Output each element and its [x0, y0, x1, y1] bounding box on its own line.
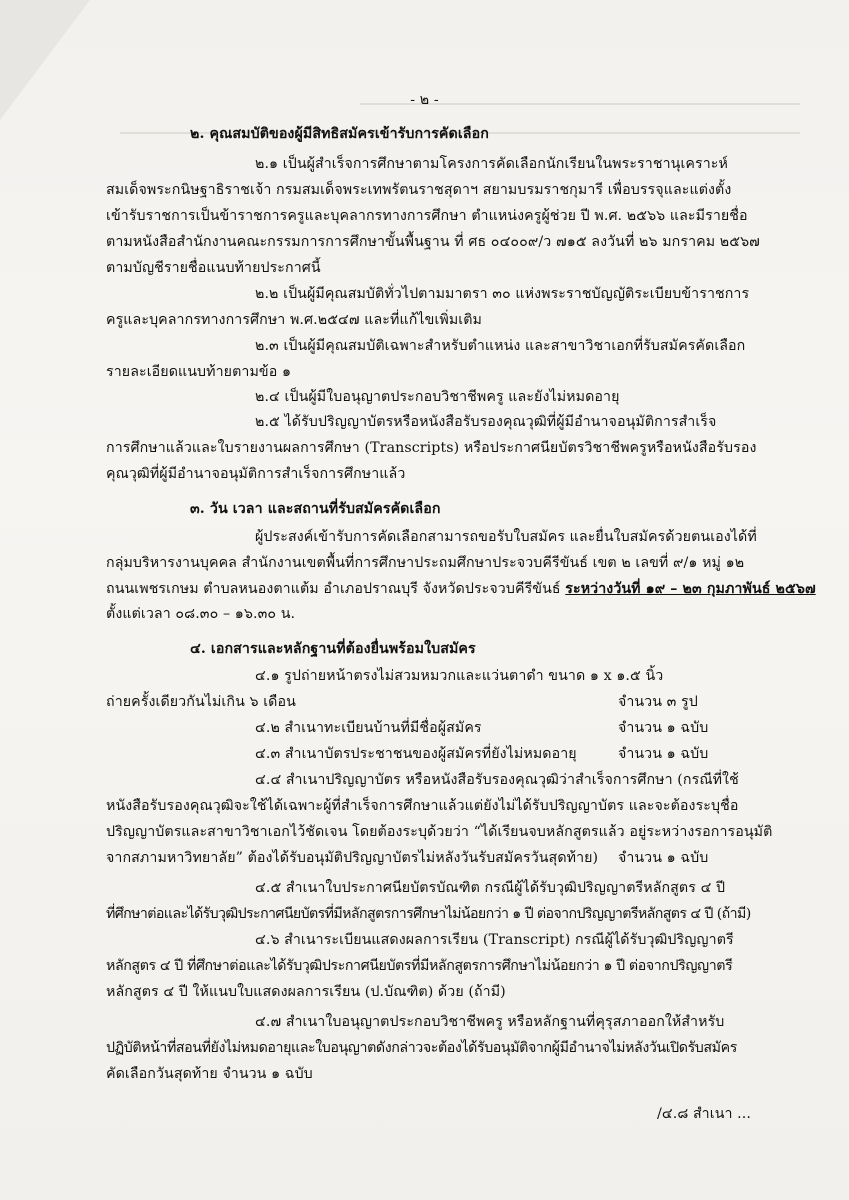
section-3-address: ถนนเพชรเกษม ตำบลหนองตาแต้ม อำเภอปราณบุรี จังหวัดประจวบคีรีขันธ์	[106, 581, 566, 597]
para-2-5-line: คุณวุฒิที่ผู้มีอำนาจอนุมัติการสำเร็จการศึกษาแล้ว	[106, 466, 406, 482]
item-4-5-line: ๔.๕ สำเนาใบประกาศนียบัตรบัณฑิต กรณีผู้ได้รับวุฒิปริญญาตรีหลักสูตร ๔ ปี	[255, 880, 726, 896]
item-4-2-amount: จำนวน ๑ ฉบับ	[618, 720, 709, 736]
section-3-line	[106, 577, 816, 601]
para-2-5-line: ๒.๕ ได้รับปริญญาบัตรหรือหนังสือรับรองคุณวุฒิที่ผู้มีอำนาจอนุมัติการสำเร็จ	[255, 414, 717, 430]
item-4-2: ๔.๒ สำเนาทะเบียนบ้านที่มีชื่อผู้สมัคร	[255, 720, 482, 736]
section-3-line: ผู้ประสงค์เข้ารับการคัดเลือกสามารถขอรับใบสมัคร และยื่นใบสมัครด้วยตนเองได้ที่	[255, 529, 757, 545]
para-2-1-line: สมเด็จพระกนิษฐาธิราชเจ้า กรมสมเด็จพระเทพรัตนราชสุดาฯ สยามบรมราชกุมารี เพื่อบรรจุและแต่งตั้ง	[106, 182, 732, 198]
section-3-time: ตั้งแต่เวลา ๐๘.๓๐ – ๑๖.๓๐ น.	[106, 606, 296, 622]
page-number: - ๒ -	[410, 92, 439, 108]
item-4-7-line: คัดเลือกวันสุดท้าย จำนวน ๑ ฉบับ	[106, 1066, 313, 1082]
para-2-1-line: ๒.๑ เป็นผู้สำเร็จการศึกษาตามโครงการคัดเลือกนักเรียนในพระราชานุเคราะห์	[255, 156, 728, 172]
section-4-heading: ๔. เอกสารและหลักฐานที่ต้องยื่นพร้อมใบสมัคร	[190, 641, 476, 657]
section-3-heading: ๓. วัน เวลา และสถานที่รับสมัครคัดเลือก	[190, 501, 441, 517]
section-2-heading: ๒. คุณสมบัติของผู้มีสิทธิสมัครเข้ารับการคัดเลือก	[190, 126, 489, 142]
para-2-1-line: ตามบัญชีรายชื่อแนบท้ายประกาศนี้	[106, 260, 321, 276]
para-2-3-line: รายละเอียดแนบท้ายตามข้อ ๑	[106, 364, 292, 380]
para-2-4: ๒.๔ เป็นผู้มีใบอนุญาตประกอบวิชาชีพครู และยังไม่หมดอายุ	[255, 389, 620, 405]
item-4-1-line: ๔.๑ รูปถ่ายหน้าตรงไม่สวมหมวกและแว่นตาดำ ขนาด ๑ x ๑.๕ นิ้ว	[255, 668, 664, 684]
application-dates: ระหว่างวันที่ ๑๙ – ๒๓ กุมภาพันธ์ ๒๕๖๗	[565, 581, 816, 597]
para-2-1-line: เข้ารับราชการเป็นข้าราชการครูและบุคลากรทางการศึกษา ตำแหน่งครูผู้ช่วย ปี พ.ศ. ๒๕๖๖ และมีรายชื่อ	[106, 208, 748, 224]
item-4-1-amount: จำนวน ๓ รูป	[618, 694, 698, 710]
para-2-2-line: ๒.๒ เป็นผู้มีคุณสมบัติทั่วไปตามมาตรา ๓๐ แห่งพระราชบัญญัติระเบียบข้าราชการ	[255, 286, 750, 302]
para-2-2-line: ครูและบุคลากรทางการศึกษา พ.ศ.๒๕๔๗ และที่แก้ไขเพิ่มเติม	[106, 312, 483, 328]
item-4-5-line: ที่ศึกษาต่อและได้รับวุฒิประกาศนียบัตรที่มีหลักสูตรการศึกษาไม่น้อยกว่า ๑ ปี ต่อจากปริญญาตรีหลักสูตร ๔ ปี (ถ้ามี)	[106, 906, 751, 922]
item-4-4-line: ปริญญาบัตรและสาขาวิชาเอกไว้ชัดเจน โดยต้องระบุด้วยว่า “ได้เรียนจบหลักสูตรแล้ว อยู่ระหว่างรอการอนุมัติ	[106, 824, 773, 840]
item-4-4-line: ๔.๔ สำเนาปริญญาบัตร หรือหนังสือรับรองคุณวุฒิว่าสำเร็จการศึกษา (กรณีที่ใช้	[255, 772, 739, 788]
item-4-6-line: หลักสูตร ๔ ปี ให้แนบใบแสดงผลการเรียน (ป.บัณฑิต) ด้วย (ถ้ามี)	[106, 984, 506, 1000]
section-3-line: กลุ่มบริหารงานบุคคล สำนักงานเขตพื้นที่การศึกษาประถมศึกษาประจวบคีรีขันธ์ เขต ๒ เลขที่ ๙/๑ หมู่ ๑๒	[106, 555, 745, 571]
item-4-7-line: ๔.๗ สำเนาใบอนุญาตประกอบวิชาชีพครู หรือหลักฐานที่คุรุสภาออกให้สำหรับ	[255, 1014, 725, 1030]
continuation-footer: /๔.๘ สำเนา ...	[657, 1106, 751, 1122]
item-4-3: ๔.๓ สำเนาบัตรประชาชนของผู้สมัครที่ยังไม่หมดอายุ	[255, 746, 577, 762]
para-2-5-line: การศึกษาแล้วและใบรายงานผลการศึกษา (Transcripts) หรือประกาศนียบัตรวิชาชีพครูหรือหนังสือรับรอง	[106, 440, 757, 456]
item-4-7-line: ปฏิบัติหน้าที่สอนที่ยังไม่หมดอายุและใบอนุญาตดังกล่าวจะต้องได้รับอนุมัติจากผู้มีอำนาจไม่หลังวันเปิดรับสมัคร	[106, 1040, 737, 1056]
item-4-1-line: ถ่ายครั้งเดียวกันไม่เกิน ๖ เดือน	[106, 694, 296, 710]
item-4-4-line: จากสภามหาวิทยาลัย” ต้องได้รับอนุมัติปริญญาบัตรไม่หลังวันรับสมัครวันสุดท้าย)	[106, 850, 599, 866]
item-4-3-amount: จำนวน ๑ ฉบับ	[618, 746, 709, 762]
para-2-1-line: ตามหนังสือสำนักงานคณะกรรมการการศึกษาขั้นพื้นฐาน ที่ ศธ ๐๔๐๐๙/ว ๗๑๕ ลงวันที่ ๒๖ มกราคม ๒๕๖๗	[106, 234, 760, 250]
item-4-6-line: หลักสูตร ๔ ปี ที่ศึกษาต่อและได้รับวุฒิประกาศนียบัตรที่มีหลักสูตรการศึกษาไม่น้อยกว่า ๑ ปี ต่อจากปริญญาตรี	[106, 958, 733, 974]
item-4-4-line: หนังสือรับรองคุณวุฒิจะใช้ได้เฉพาะผู้ที่สำเร็จการศึกษาแล้วแต่ยังไม่ได้รับปริญญาบัตร และจะต้องระบุชื่อ	[106, 798, 739, 814]
item-4-6-line: ๔.๖ สำเนาระเบียนแสดงผลการเรียน (Transcript) กรณีผู้ได้รับวุฒิปริญญาตรี	[255, 932, 734, 948]
item-4-4-amount: จำนวน ๑ ฉบับ	[618, 850, 709, 866]
para-2-3-line: ๒.๓ เป็นผู้มีคุณสมบัติเฉพาะสำหรับตำแหน่ง และสาขาวิชาเอกที่รับสมัครคัดเลือก	[255, 338, 746, 354]
